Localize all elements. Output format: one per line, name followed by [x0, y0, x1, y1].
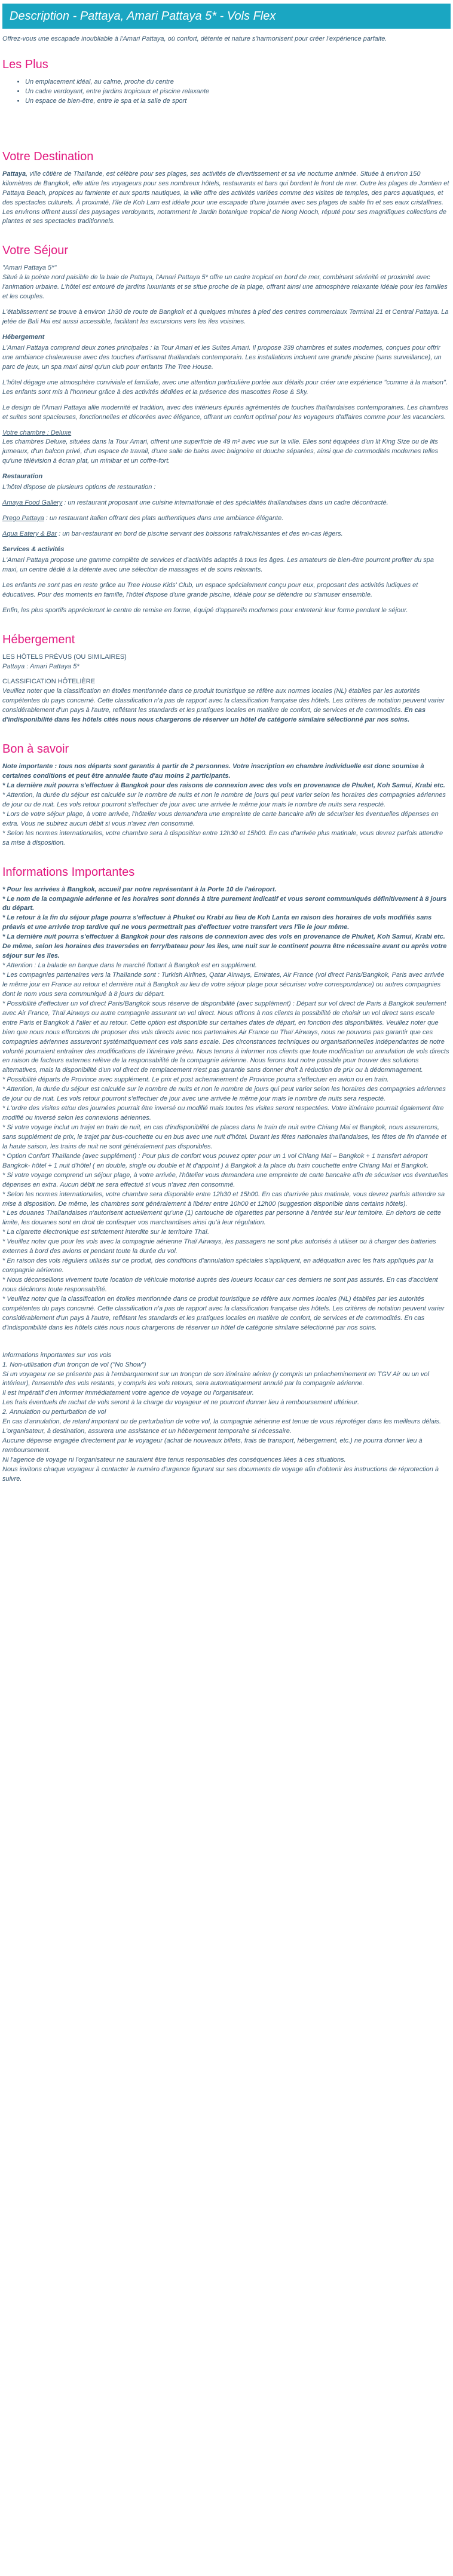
infos-p22: 1. Non-utilisation d'un tronçon de vol ("No Show")	[2, 1361, 146, 1368]
infos-p31: Nous invitons chaque voyageur à contacter le numéro d'urgence figurant sur ses documents de voyage afin d'obtenir les instructions de réprotection à suivre.	[2, 1465, 439, 1483]
bon-p1: Note importante : tous nos départs sont garantis à partir de 2 personnes. Votre inscription en chambre individuelle est donc soumise à certaines conditions et peut être annulée faute d'au moins 2 participants.	[2, 763, 424, 780]
infos-p26: 2. Annulation ou perturbation de vol	[2, 1408, 106, 1416]
room-desc: Les chambres Deluxe, situées dans la Tour Amari, offrent une superficie de 49 m² avec vue sur la ville. Elles sont équipées d'un lit King Size ou de lits jumeaux, d'un balcon privé, d'un espace de travail, d'une salle de bains avec baignoire et douche séparées, ainsi que de commodités modernes telles qu'une télévision à écran plat, un minibar et un coffre-fort.	[2, 438, 439, 465]
bon-p4: * Lors de votre séjour plage, à votre arrivée, l'hôtelier vous demandera une empreinte de carte bancaire afin de sécuriser les éventuelles dépenses en extra. Vous ne subirez aucun débit si vous n'avez rien consommé.	[2, 810, 439, 827]
infos-p16: * La cigarette électronique est strictement interdite sur le territoire Thaï.	[2, 1229, 210, 1236]
list-item: • Un emplacement idéal, au calme, proche du centre	[25, 78, 451, 87]
intro-text: Offrez-vous une escapade inoubliable à l'Amari Pattaya, où confort, détente et nature s'harmonisent pour créer l'expérience parfaite.	[2, 35, 387, 42]
infos-p1: * Pour les arrivées à Bangkok, accueil par notre représentant à la Porte 10 de l'aéroport.	[2, 885, 277, 893]
infos-p28: L'organisateur, à destination, assurera une assistance et un hébergement temporaire si nécessaire.	[2, 1428, 292, 1435]
rest-name: Prego Pattaya	[2, 515, 44, 522]
infos-p15: * Les douanes Thaïlandaises n'autorisent actuellement qu'une (1) cartouche de cigarettes par personne à l'entrée sur leur territoire. En dehors de cette limite, les douanes sont en droit de confisquer vos marchandises ainsi qu'à leur régulation.	[2, 1209, 441, 1227]
infos-p2: * Le nom de la compagnie aérienne et les horaires sont donnés à titre purement indicatif et vous seront communiqués définitivement à 8 jours du départ.	[2, 895, 447, 912]
serv-p1: L'Amari Pattaya propose une gamme complète de services et d'activités adaptés à tous les âges. Les amateurs de bien-être pourront profiter du spa maxi, un centre dédié à la détente avec une sélection de massages et de soins relaxants.	[2, 556, 434, 573]
class-text	[2, 687, 451, 725]
infos-p27: En cas d'annulation, de retard important ou de perturbation de votre vol, la compagnie aérienne est tenue de vous réprotéger dans les meilleurs délais.	[2, 1418, 442, 1426]
bon-heading: Bon à savoir	[2, 742, 69, 756]
rest-intro: L'hôtel dispose de plusieurs options de restauration :	[2, 484, 156, 491]
infos-p24: Il est impératif d'en informer immédiatement votre agence de voyage ou l'organisateur.	[2, 1389, 254, 1397]
rest-desc: : un restaurant italien offrant des plats authentiques dans une ambiance élégante.	[44, 515, 284, 522]
serv-p3: Enfin, les plus sportifs apprécieront le centre de remise en forme, équipé d'appareils modernes pour entretenir leur forme pendant le séjour.	[2, 606, 408, 614]
hotel-location: L'établissement se trouve à environ 1h30 de route de Bangkok et à quelques minutes à pied des centres commerciaux Terminal 21 et Central Pattaya. La jetée de Bali Hai est aussi accessible, facilitant les excursions vers les îles voisines.	[2, 308, 449, 326]
heb-title: Hébergement	[2, 334, 45, 341]
infos-p20: * Veuillez noter que la classification en étoiles mentionnée dans ce produit touristique se réfère aux normes locales (NL) établies par les autorités compétentes du pays concerné. Cette classification n'a pas de rapport avec la classification française des hôtels. Les critères de notation peuvent varier considérablement d'un pays à l'autre, reflétant les standards et les pratiques locales en matière de confort, de services et de commodités. En cas d'indisponibilité dans les hôtels cités nous nous chargerons de réserver un hôtel de catégorie similaire sélectionné par nos soins.	[2, 1295, 445, 1331]
rest-item-1	[2, 499, 451, 508]
infos-p7: * Possibilité d'effectuer un vol direct Paris/Bangkok sous réserve de disponibilité (avec supplément) : Départ sur vol direct de Paris à Bangkok seulement avec Air France, Thaï Airways ou autre compagnie assurant un vol direct. Nous offrons à nos clients la possibilité de choisir un vol direct sans escale entre Paris et Bangkok à l'aller et au retour. Cette option est disponible sur certaines dates de départ, en fonction des disponibilités. Veuillez noter que bien que nous nous efforcions de proposer des vols directs avec nos partenaires Air France ou Thaï Airways, nous ne pouvons pas garantir que ces compagnies aériennes assureront systématiquement ces vols sans escale. Des circonstances techniques ou organisationnelles indépendantes de notre volonté pourraient entraîner des modifications de l'itinéraire prévu. Nous tenons à informer nos clients que toute modification ou annulation de vols directs en raison de facteurs externes relève de la responsabilité de la compagnie aérienne. Nous ferons tout notre possible pour trouver des solutions alternatives, mais la disponibilité d'un vol direct de remplacement n'est pas garantie sans donner droit à réduction de prix ou à dédommagement.	[2, 1000, 449, 1074]
infos-p21: Informations importantes sur vos vols	[2, 1351, 112, 1359]
infos-p10: * L'ordre des visites et/ou des journées pourrait être inversé ou modifié mais toutes les visites seront respectées. Votre itinéraire pourrait également être modifié ou inversé selon les connexions aériennes.	[2, 1105, 444, 1122]
infos-p11: * Si votre voyage inclut un trajet en train de nuit, en cas d'indisponibilité de places dans le train de nuit entre Chiang Mai et Bangkok, nous assurerons, sans supplément de prix, le trajet par bus-couchette ou en bus avec une nuit d'hôtel. Durant les fêtes nationales thaïlandaises, les fêtes de fin d'année et la haute saison, les trains de nuit ne sont généralement pas disponibles.	[2, 1124, 446, 1150]
page	[0, 4, 453, 1484]
plus-heading: Les Plus	[2, 57, 48, 71]
main-content	[0, 35, 453, 1484]
hebergement-heading: Hébergement	[2, 632, 75, 646]
rest-desc: : un restaurant proposant une cuisine internationale et des spécialités thaïlandaises dans un cadre décontracté.	[62, 499, 388, 507]
serv-p2: Les enfants ne sont pas en reste grâce au Tree House Kids' Club, un espace spécialement conçu pour eux, proposant des activités ludiques et éducatives. Pour des moments en famille, l'hôtel dispose d'une grande piscine, idéale pour se détendre ou s'amuser ensemble.	[2, 581, 418, 598]
rest-name: Aqua Eatery & Bar	[2, 530, 57, 537]
sejour-heading: Votre Séjour	[2, 244, 69, 258]
class-bold: En cas d'indisponibilité dans les hôtels cités nous nous chargerons de réserver un hôtel de catégorie similaire sélectionné par nos soins.	[2, 707, 426, 724]
infos-p25: Les frais éventuels de rachat de vols seront à la charge du voyageur et ne pourront donner lieu à remboursement ultérieur.	[2, 1399, 359, 1407]
infos-heading: Informations Importantes	[2, 865, 135, 879]
class-title: CLASSIFICATION HÔTELIÈRE	[2, 678, 96, 686]
hebergement-line2: Pattaya : Amari Pattaya 5*	[2, 662, 79, 670]
rest-name: Amaya Food Gallery	[2, 499, 63, 507]
page-title: Description - Pattaya, Amari Pattaya 5* - Vols Flex	[2, 4, 451, 29]
infos-p6: * Les compagnies partenaires vers la Thaïlande sont : Turkish Airlines, Qatar Airways, Emirates, Air France (vol direct Paris/Bangkok, Paris avec arrivée le même jour en France au retour et dernière nuit à Bangkok au lieu de votre séjour plage pour sécuriser votre correspondance) ou autres compagnies dont le nom vous sera communiqué à 8 jours du départ.	[2, 971, 445, 998]
rest-desc: : un bar-restaurant en bord de piscine servant des boissons rafraîchissantes et des en-cas légers.	[57, 530, 343, 537]
infos-p9: * Attention, la durée du séjour est calculée sur le nombre de nuits et non le nombre de jours qui peut varier selon les horaires des compagnies aériennes de jour ou de nuit. Les vols retour pourront s'effectuer de jour avec une arrivée le même jour mais le nombre de nuits sera respecté.	[2, 1086, 446, 1103]
destination-lead: Pattaya	[2, 170, 26, 178]
heb-p3: Le design de l'Amari Pattaya allie modernité et tradition, avec des intérieurs épurés agrémentés de touches thaïlandaises contemporaines. Les chambres et suites sont spacieuses, fonctionnelles et décorées avec élégance, offrant un confort optimal pour les voyageurs d'affaires comme pour les vacanciers.	[2, 404, 449, 421]
infos-p19: * Nous déconseillons vivement toute location de véhicule motorisé auprès des loueurs locaux car ces derniers ne sont pas assurés. En cas d'accident nous déclinons toute responsabilité.	[2, 1276, 438, 1293]
rest-item-3	[2, 530, 451, 539]
serv-title: Services & activités	[2, 545, 65, 553]
infos-p30: Ni l'agence de voyage ni l'organisateur ne sauraient être tenus responsables des conséquences liées à ces situations.	[2, 1456, 346, 1463]
plus-list	[2, 78, 451, 106]
bon-p3: * Attention, la durée du séjour est calculée sur le nombre de nuits et non le nombre de jours qui peut varier selon les horaires des compagnies aériennes de jour ou de nuit. Les vols retour pourront s'effectuer de jour avec une arrivée le même jour mais le nombre de nuits sera respecté.	[2, 791, 446, 808]
bon-p5: * Selon les normes internationales, votre chambre sera à disposition entre 12h30 et 15h00. En cas d'arrivée plus matinale, vous devrez parfois attendre sa mise à disposition.	[2, 829, 443, 847]
infos-p14: * Selon les normes internationales, votre chambre sera disponible entre 12h30 et 15h00. En cas d'arrivée plus matinale, vous devrez parfois attendre sa mise à disposition. De même, les chambres sont généralement à libérer entre 10h00 et 12h00 (suggestion disponible dans certains hôtels).	[2, 1190, 445, 1208]
infos-p3: * Le retour à la fin du séjour plage pourra s'effectuer à Phuket ou Krabi au lieu de Koh Lanta en raison des horaires de vols modifiés sans préavis et une arrivée trop tardive qui ne vous permettrait pas d'effectuer votre transfert vers l'île le jour même.	[2, 914, 432, 931]
infos-p23: Si un voyageur ne se présente pas à l'embarquement sur un tronçon de son itinéraire aérien (y compris un préacheminement en TGV Air ou un vol intérieur), l'ensemble des vols restants, y compris les vols retours, sera automatiquement annulé par la compagnie aérienne.	[2, 1370, 430, 1388]
bon-p2: * La dernière nuit pourra s'effectuer à Bangkok pour des raisons de connexion avec des vols en provenance de Phuket, Koh Samui, Krabi etc.	[2, 782, 445, 789]
infos-p5: * Attention : La balade en barque dans le marché flottant à Bangkok est en supplément.	[2, 962, 257, 970]
rest-title: Restauration	[2, 473, 43, 481]
rest-item-2	[2, 514, 451, 524]
heb-p1: L'Amari Pattaya comprend deux zones principales : la Tour Amari et les Suites Amari. Il propose 339 chambres et suites modernes, conçues pour offrir une ambiance chaleureuse avec des touches d'artisanat thaïlandais contemporain. Les installations incluent une grande piscine (sans surveillance), un parc de jeux, un spa maxi ainsi qu'un club pour enfants The Tree House.	[2, 344, 442, 371]
hotel-name: "Amari Pattaya 5*"	[2, 264, 57, 272]
infos-p13: * Si votre voyage comprend un séjour plage, à votre arrivée, l'hôtelier vous demandera une empreinte de carte bancaire afin de sécuriser vos éventuelles dépenses en extra. Aucun débit ne sera effectué si vous n'avez rien consommé.	[2, 1171, 448, 1188]
hotel-desc: Situé à la pointe nord paisible de la baie de Pattaya, l'Amari Pattaya 5* offre un cadre tropical en bord de mer, combinant sérénité et proximité avec l'animation urbaine. L'hôtel est entouré de jardins luxuriants et se situe proche de la plage, offrant ainsi une atmosphère relaxante idéale pour les familles et les couples.	[2, 274, 448, 301]
list-item: • Un espace de bien-être, entre le spa et la salle de sport	[25, 97, 451, 106]
heb-p2: L'hôtel dégage une atmosphère conviviale et familiale, avec une attention particulière portée aux détails pour créer une expérience "comme à la maison". Les enfants sont mis à l'honneur grâce à des activités dédiées et la présence des mascottes Rose & Sky.	[2, 378, 448, 396]
infos-p4: * La dernière nuit pourra s'effectuer à Bangkok pour des raisons de connexion avec des vols en provenance de Phuket, Koh Samui, Krabi etc. De même, selon les horaires des traversées en ferry/bateau pour les îles, une nuit sur le continent pourra être nécessaire avant ou après votre séjour sur les îles.	[2, 933, 447, 960]
infos-p18: * En raison des vols réguliers utilisés sur ce produit, des conditions d'annulation spéciales s'appliquent, en adéquation avec les frais appliqués par la compagnie aérienne.	[2, 1257, 434, 1275]
list-item: • Un cadre verdoyant, entre jardins tropicaux et piscine relaxante	[25, 87, 451, 97]
class-body: Veuillez noter que la classification en étoiles mentionnée dans ce produit touristique se réfère aux normes locales (NL) établies par les autorités compétentes du pays concerné. Cette classification n'a pas de rapport avec la classification française des hôtels. Les critères de notation peuvent varier considérablement d'un pays à l'autre, reflétant les standards et les pratiques locales en matière de confort, de services et de commodités.	[2, 687, 445, 714]
infos-p12: * Option Confort Thaïlande (avec supplément) : Pour plus de confort vous pouvez opter pour un 1 vol Chiang Mai – Bangkok + 1 transfert aéroport Bangkok- hôtel + 1 nuit d'hôtel ( en double, single ou double et lit d'appoint ) à Bangkok à la place du train couchette entre Chiang Mai et Bangkok.	[2, 1152, 429, 1169]
infos-p29: Aucune dépense engagée directement par le voyageur (achat de nouveaux billets, frais de transport, hébergement, etc.) ne pourra donner lieu à remboursement.	[2, 1437, 423, 1454]
destination-text	[2, 170, 451, 227]
room-title: Votre chambre : Deluxe	[2, 429, 72, 436]
destination-body: , ville côtière de Thaïlande, est célèbre pour ses plages, ses activités de divertissement et sa vie nocturne animée. Située à environ 150 kilomètres de Bangkok, elle attire les voyageurs pour ses nombreux hôtels, restaurants et bars qui bordent le front de mer. Outre les plages de Jomtien et Pattaya Beach, propices au farniente et aux sports nautiques, la ville offre des activités variées comme des visites de temples, des parcs aquatiques, et des spectacles culturels. À proximité, l'île de Koh Larn est idéale pour une escapade d'une journée avec ses plages de sable fin et ses eaux cristallines. Les environs offrent aussi des paysages verdoyants, notamment le Jardin botanique tropical de Nong Nooch, réputé pour ses magnifiques collections de plantes et ses spectacles traditionnels.	[2, 170, 449, 225]
hebergement-line1: LES HÔTELS PRÉVUS (OU SIMILAIRES)	[2, 653, 127, 661]
infos-p17: * Veuillez noter que pour les vols avec la compagnie aérienne Thaï Airways, les passagers ne sont plus autorisés à utiliser ou à charger des batteries externes à bord des avions et pendant toute la durée du vol.	[2, 1238, 436, 1255]
infos-p8: * Possibilité départs de Province avec supplément. Le prix et post acheminement de Province pourra s'effectuer en avion ou en train.	[2, 1076, 389, 1084]
destination-heading: Votre Destination	[2, 149, 94, 163]
